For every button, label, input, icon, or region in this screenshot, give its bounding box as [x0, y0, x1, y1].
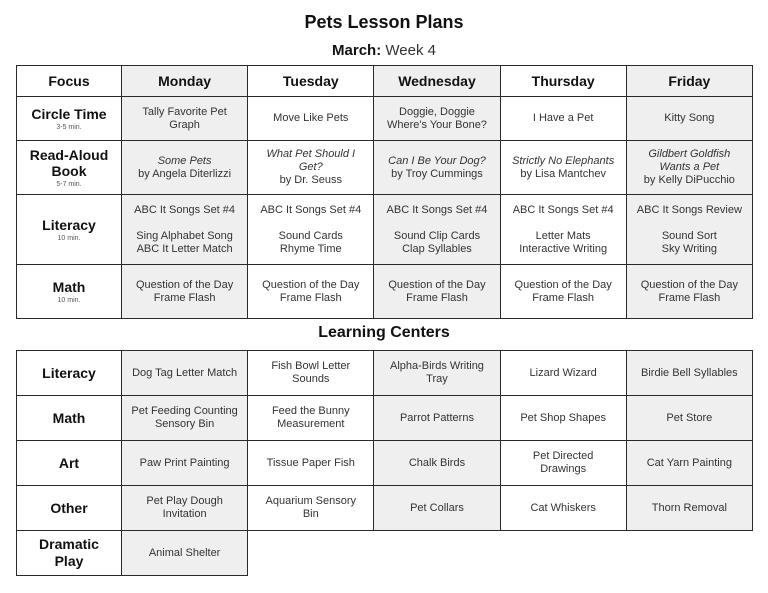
- center-activity: Animal Shelter: [122, 531, 248, 576]
- cell-line: Frame Flash: [532, 291, 595, 304]
- empty-cell: [374, 531, 500, 576]
- cell-line: ABC It Songs Set #4: [512, 203, 614, 216]
- center-activity: Parrot Patterns: [374, 396, 500, 441]
- center-row-math: [17, 396, 753, 441]
- cell-line: Frame Flash: [153, 291, 216, 304]
- cell-line: Move Like Pets: [273, 112, 349, 124]
- cell-line: Frame Flash: [279, 291, 342, 304]
- center-activity: Chalk Birds: [374, 441, 500, 486]
- cell-line: Sound Sort: [661, 229, 717, 242]
- center-label: Art: [17, 441, 122, 486]
- cell-line: Tally Favorite Pet: [142, 105, 227, 118]
- lesson-cell: [122, 265, 248, 319]
- week-label: Week 4: [385, 42, 436, 59]
- book-author: by Troy Cummings: [391, 167, 483, 180]
- cell-line: Sound Cards: [278, 229, 343, 242]
- center-activity: Cat Yarn Painting: [626, 441, 752, 486]
- cell-line: Doggie, Doggie: [399, 105, 475, 118]
- center-activity: Lizard Wizard: [500, 351, 626, 396]
- cell-line: Kitty Song: [664, 112, 715, 124]
- lesson-cell: [500, 265, 626, 319]
- column-header-monday: Monday: [122, 66, 248, 97]
- focus-label: Math: [52, 278, 86, 295]
- center-activity: Aquarium Sensory Bin: [248, 486, 374, 531]
- focus-label: Read-Aloud Book: [29, 146, 109, 179]
- lesson-cell: [374, 265, 500, 319]
- book-author: by Angela Diterlizzi: [138, 167, 232, 180]
- cell-line: Sing Alphabet Song: [136, 229, 233, 242]
- cell-line: Question of the Day: [514, 278, 612, 291]
- lesson-cell: [248, 97, 374, 141]
- center-activity: Feed the Bunny Measurement: [248, 396, 374, 441]
- cell-line: Where's Your Bone?: [386, 118, 487, 131]
- lesson-cell: [122, 195, 248, 265]
- lesson-cell: [626, 195, 752, 265]
- center-activity: Fish Bowl Letter Sounds: [248, 351, 374, 396]
- cell-line: Question of the Day: [135, 278, 234, 291]
- cell-line: ABC It Songs Set #4: [386, 203, 488, 216]
- lesson-cell: [248, 195, 374, 265]
- center-activity: Pet Directed Drawings: [500, 441, 626, 486]
- cell-line: ABC It Songs Set #4: [260, 203, 362, 216]
- center-activity: Pet Collars: [374, 486, 500, 531]
- page-title: Pets Lesson Plans: [304, 12, 464, 32]
- cell-line: Letter Mats: [535, 229, 591, 242]
- center-label: Other: [17, 486, 122, 531]
- lesson-cell: [626, 97, 752, 141]
- book-title: What Pet Should I Get?: [266, 148, 356, 173]
- cell-line: ABC It Songs Review: [636, 203, 742, 216]
- center-label: Dramatic Play: [17, 531, 122, 576]
- center-activity: Alpha-Birds Writing Tray: [374, 351, 500, 396]
- book-title: Strictly No Elephants: [512, 154, 615, 167]
- cell-line: Frame Flash: [658, 291, 721, 304]
- center-activity: Tissue Paper Fish: [248, 441, 374, 486]
- center-activity: Pet Shop Shapes: [500, 396, 626, 441]
- cell-line: Sky Writing: [661, 242, 718, 255]
- book-title: Some Pets: [157, 154, 212, 167]
- column-header-tuesday: Tuesday: [248, 66, 374, 97]
- lesson-cell: [626, 265, 752, 319]
- cell-line: I Have a Pet: [532, 112, 594, 124]
- book-author: by Dr. Seuss: [279, 174, 342, 186]
- lesson-cell: [500, 195, 626, 265]
- column-header-thursday: Thursday: [500, 66, 626, 97]
- column-header-focus: Focus: [17, 66, 122, 97]
- lesson-cell: [374, 97, 500, 141]
- lesson-row-math: [17, 265, 753, 319]
- learning-centers-table: [16, 350, 753, 576]
- focus-label: Literacy: [42, 216, 96, 233]
- center-label: Literacy: [17, 351, 122, 396]
- center-activity: Pet Play Dough Invitation: [122, 486, 248, 531]
- lesson-cell: [374, 195, 500, 265]
- cell-line: Question of the Day: [388, 278, 486, 291]
- center-label: Math: [17, 396, 122, 441]
- book-author: by Lisa Mantchev: [520, 167, 606, 180]
- empty-cell: [500, 531, 626, 576]
- lesson-row-read-aloud: [17, 141, 753, 195]
- cell-line: Sound Clip Cards: [393, 229, 481, 242]
- page-subtitle: [0, 42, 768, 59]
- lesson-row-literacy: [17, 195, 753, 265]
- cell-line: Question of the Day: [262, 278, 360, 291]
- center-row-dramatic-play: [17, 531, 753, 576]
- lesson-cell: [122, 97, 248, 141]
- book-title: Can I Be Your Dog?: [388, 154, 486, 167]
- lesson-header-row: [17, 66, 753, 97]
- center-activity: Thorn Removal: [626, 486, 752, 531]
- focus-cell: [17, 97, 122, 141]
- focus-cell: [17, 265, 122, 319]
- book-title: Gildbert Goldfish Wants a Pet: [648, 148, 731, 173]
- center-activity: Dog Tag Letter Match: [122, 351, 248, 396]
- focus-duration: 10 min.: [57, 234, 81, 242]
- lesson-cell: [626, 141, 752, 195]
- center-row-other: [17, 486, 753, 531]
- focus-cell: [17, 141, 122, 195]
- focus-cell: [17, 195, 122, 265]
- lesson-row-circle-time: [17, 97, 753, 141]
- cell-line: Graph: [169, 118, 200, 131]
- lesson-cell: [248, 141, 374, 195]
- lesson-cell: [500, 141, 626, 195]
- lesson-cell: [374, 141, 500, 195]
- cell-line: Frame Flash: [406, 291, 468, 304]
- focus-duration: 5-7 min.: [56, 180, 82, 188]
- center-activity: Pet Store: [626, 396, 752, 441]
- empty-cell: [248, 531, 374, 576]
- focus-label: Circle Time: [31, 105, 107, 122]
- cell-line: Question of the Day: [640, 278, 738, 291]
- month-label: March:: [332, 42, 382, 59]
- cell-line: Clap Syllables: [402, 242, 472, 255]
- cell-line: Rhyme Time: [279, 242, 342, 255]
- center-row-art: [17, 441, 753, 486]
- focus-duration: 10 min.: [57, 296, 81, 304]
- center-activity: Paw Print Painting: [122, 441, 248, 486]
- focus-duration: 3-5 min.: [56, 123, 82, 131]
- empty-cell: [626, 531, 752, 576]
- center-row-literacy: [17, 351, 753, 396]
- lesson-cell: [122, 141, 248, 195]
- book-author: by Kelly DiPucchio: [643, 174, 735, 186]
- lesson-plan-table: [16, 65, 753, 319]
- lesson-cell: [500, 97, 626, 141]
- column-header-friday: Friday: [626, 66, 752, 97]
- learning-centers-title: Learning Centers: [318, 324, 450, 341]
- lesson-cell: [248, 265, 374, 319]
- center-activity: Cat Whiskers: [500, 486, 626, 531]
- cell-line: Interactive Writing: [519, 242, 608, 255]
- cell-line: ABC It Songs Set #4: [134, 203, 236, 216]
- cell-line: ABC It Letter Match: [136, 242, 233, 255]
- column-header-wednesday: Wednesday: [374, 66, 500, 97]
- center-activity: Pet Feeding Counting Sensory Bin: [122, 396, 248, 441]
- center-activity: Birdie Bell Syllables: [626, 351, 752, 396]
